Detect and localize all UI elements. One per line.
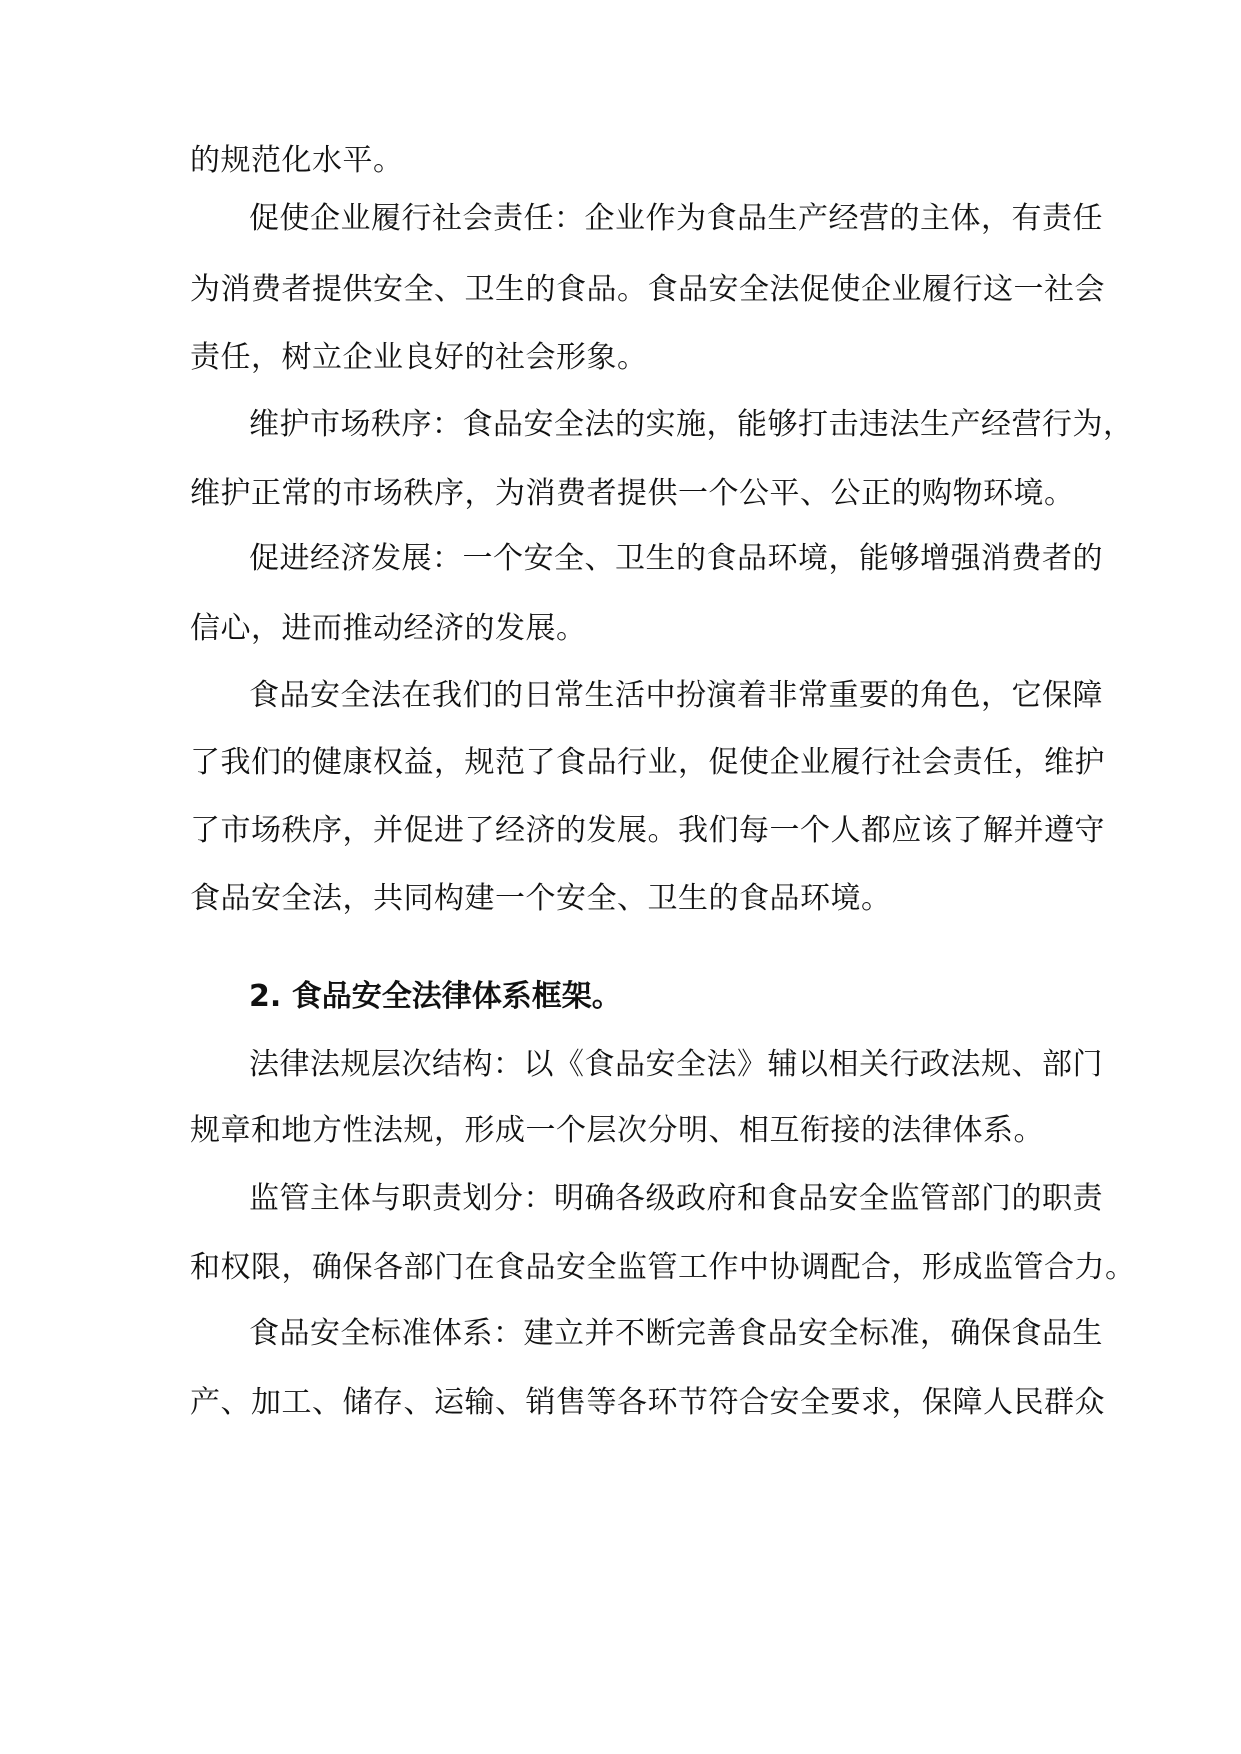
text-line: 食品安全法，共同构建一个安全、卫生的食品环境。 [190,881,892,916]
paragraph-line-economic-development: 促进经济发展：一个安全、卫生的食品环境，能够增强消费者的 [249,541,1103,576]
text-line: 为消费者提供安全、卫生的食品。食品安全法促使企业履行这一社会 [190,272,1105,307]
text-line: 规章和地方性法规，形成一个层次分明、相互衔接的法律体系。 [190,1113,1044,1148]
paragraph-line-standards-system: 食品安全标准体系：建立并不断完善食品安全标准，确保食品生 [249,1316,1103,1351]
paragraph-line-supervision-duties: 监管主体与职责划分：明确各级政府和食品安全监管部门的职责 [249,1181,1103,1216]
text-line: 了市场秩序，并促进了经济的发展。我们每一个人都应该了解并遵守 [190,813,1105,848]
section-heading: 2. 食品安全法律体系框架。 [249,979,622,1014]
text-line: 了我们的健康权益，规范了食品行业，促使企业履行社会责任，维护 [190,745,1105,780]
text-line: 维护正常的市场秩序，为消费者提供一个公平、公正的购物环境。 [190,476,1075,511]
text-line: 责任，树立企业良好的社会形象。 [190,340,648,375]
text-line: 信心，进而推动经济的发展。 [190,611,587,646]
paragraph-line-market-order: 维护市场秩序：食品安全法的实施，能够打击违法生产经营行为， [249,407,1134,442]
paragraph-line-legal-hierarchy: 法律法规层次结构：以《食品安全法》辅以相关行政法规、部门 [249,1047,1103,1082]
paragraph-line-summary: 食品安全法在我们的日常生活中扮演着非常重要的角色，它保障 [249,678,1103,713]
text-line: 产、加工、储存、运输、销售等各环节符合安全要求，保障人民群众 [190,1385,1105,1420]
text-line: 的规范化水平。 [190,143,404,178]
text-line: 和权限，确保各部门在食品安全监管工作中协调配合，形成监管合力。 [190,1250,1136,1285]
paragraph-line-social-responsibility: 促使企业履行社会责任：企业作为食品生产经营的主体，有责任 [249,201,1103,236]
